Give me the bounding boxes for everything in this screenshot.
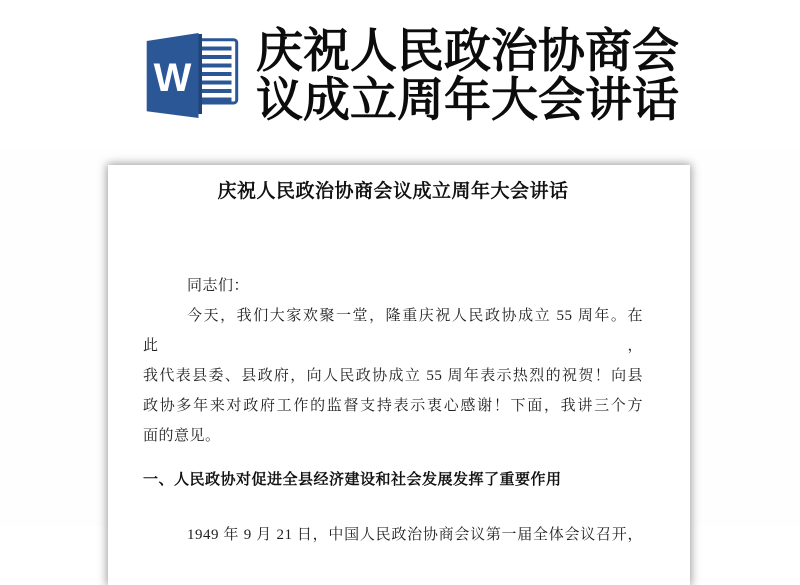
salutation-line: 同志们： (187, 278, 250, 294)
word-icon (146, 30, 238, 119)
section-heading: 一、人民政协对促进全县经济建设和社会发展发挥了重要作用 (143, 471, 562, 488)
paragraph-line: 我代表县委、县政府，向人民政协成立 55 周年表示热烈的祝贺！向县 (143, 368, 643, 384)
word-icon-letter: W (153, 56, 192, 100)
header-title: 庆祝人民政治协商会议成立周年大会讲话 (256, 24, 679, 126)
paragraph-line: 面的意见。 (143, 428, 221, 444)
header (0, 0, 800, 150)
paragraph-line: 今天，我们大家欢聚一堂，隆重庆祝人民政协成立 55 周年。在此， (143, 308, 643, 354)
paragraph-line: 1949 年 9 月 21 日，中国人民政治协商会议第一届全体会议召开， (187, 527, 643, 543)
document-page (108, 165, 690, 585)
paragraph-line: 政协多年来对政府工作的监督支持表示衷心感谢！下面，我讲三个方 (143, 398, 643, 414)
document-title: 庆祝人民政治协商会议成立周年大会讲话 (217, 181, 569, 202)
